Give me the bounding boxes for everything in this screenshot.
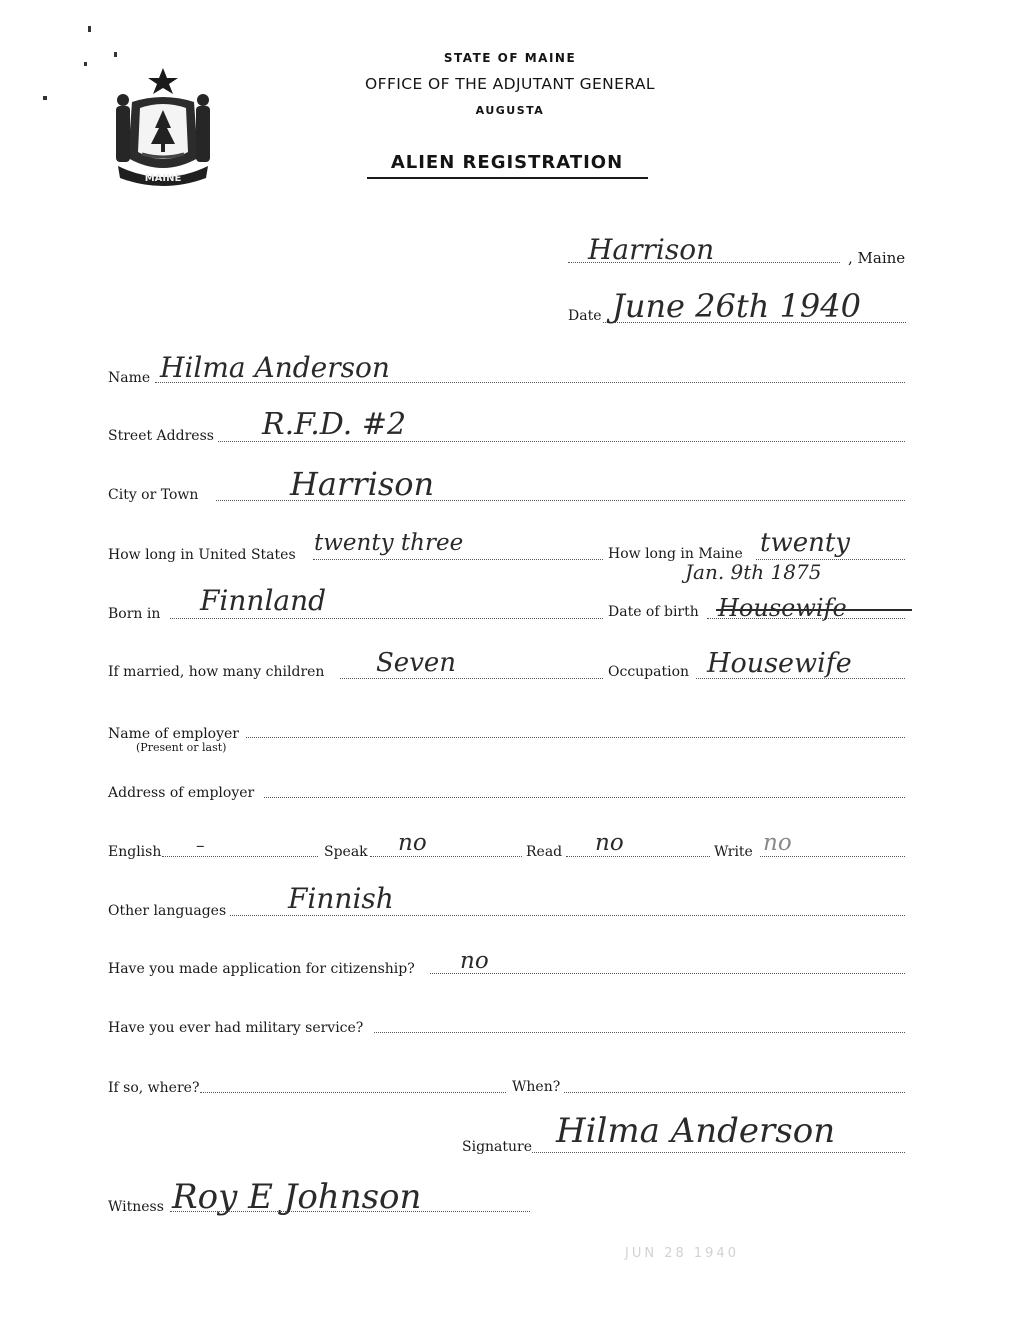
date-label: Date	[568, 308, 602, 324]
date-of-birth-value: Jan. 9th 1875	[685, 560, 822, 584]
employer-name-note: (Present or last)	[136, 741, 227, 754]
signature-label: Signature	[462, 1139, 533, 1155]
occupation-label: Occupation	[608, 664, 690, 680]
city-heading: AUGUSTA	[475, 104, 545, 117]
seal-motto: MAINE	[144, 173, 182, 184]
children-value: Seven	[376, 648, 457, 678]
office-heading: OFFICE OF THE ADJUTANT GENERAL	[365, 75, 655, 93]
name-value: Hilma Anderson	[160, 351, 390, 384]
title-underline	[367, 177, 648, 179]
where-label: If so, where?	[108, 1080, 200, 1096]
other-languages-value: Finnish	[288, 882, 394, 915]
witness-value: Roy E Johnson	[172, 1177, 422, 1217]
witness-label: Witness	[108, 1199, 164, 1215]
when-label: When?	[512, 1079, 561, 1095]
date-of-birth-struck-value: Housewife	[718, 594, 847, 622]
maine-label: , Maine	[848, 249, 906, 267]
citizenship-value: no	[460, 948, 489, 974]
read-value: no	[595, 830, 624, 856]
read-line	[566, 856, 710, 857]
write-value: no	[763, 830, 792, 856]
how-long-us-line	[313, 559, 603, 560]
citizenship-label: Have you made application for citizenship?	[108, 961, 415, 977]
other-languages-line	[230, 915, 905, 916]
military-label: Have you ever had military service?	[108, 1020, 364, 1036]
name-label: Name	[108, 370, 151, 386]
children-line	[340, 678, 603, 679]
occupation-value: Housewife	[707, 648, 852, 679]
date-value: June 26th 1940	[612, 287, 861, 325]
write-label: Write	[714, 844, 753, 860]
english-label: English	[108, 844, 162, 860]
employer-name-label: Name of employer	[108, 726, 239, 742]
city-value: Harrison	[290, 465, 435, 503]
employer-address-label: Address of employer	[108, 785, 255, 801]
street-label: Street Address	[108, 428, 214, 444]
employer-address-line	[264, 797, 905, 798]
how-long-us-value: twenty three	[314, 530, 464, 556]
signature-value: Hilma Anderson	[556, 1111, 836, 1151]
speak-line	[370, 856, 522, 857]
english-value: –	[196, 836, 205, 856]
born-in-line	[170, 618, 603, 619]
scan-mark	[43, 96, 47, 100]
citizenship-line	[430, 973, 905, 974]
form-title: ALIEN REGISTRATION	[390, 152, 624, 173]
read-label: Read	[526, 844, 563, 860]
how-long-maine-label: How long in Maine	[608, 546, 743, 562]
how-long-maine-value: twenty	[760, 528, 850, 558]
speak-value: no	[398, 830, 427, 856]
city-label: City or Town	[108, 487, 199, 503]
born-in-label: Born in	[108, 606, 161, 622]
scan-mark	[114, 52, 117, 57]
children-label: If married, how many children	[108, 664, 325, 680]
state-heading: STATE OF MAINE	[443, 51, 577, 65]
other-languages-label: Other languages	[108, 903, 227, 919]
scan-mark	[88, 26, 91, 32]
maine-state-seal	[112, 66, 214, 192]
born-in-value: Finnland	[200, 584, 327, 617]
street-value: R.F.D. #2	[262, 407, 407, 442]
military-line	[374, 1032, 905, 1033]
strike-through	[716, 609, 912, 611]
where-line	[200, 1092, 506, 1093]
english-line	[162, 856, 318, 857]
scan-mark	[84, 62, 87, 66]
date-of-birth-label: Date of birth	[608, 604, 699, 620]
received-stamp: JUN 28 1940	[625, 1246, 739, 1261]
signature-line	[532, 1152, 905, 1153]
write-line	[760, 856, 905, 857]
how-long-us-label: How long in United States	[108, 547, 296, 563]
speak-label: Speak	[324, 844, 368, 860]
when-line	[564, 1092, 905, 1093]
place-value: Harrison	[588, 233, 715, 266]
employer-name-line	[246, 737, 905, 738]
